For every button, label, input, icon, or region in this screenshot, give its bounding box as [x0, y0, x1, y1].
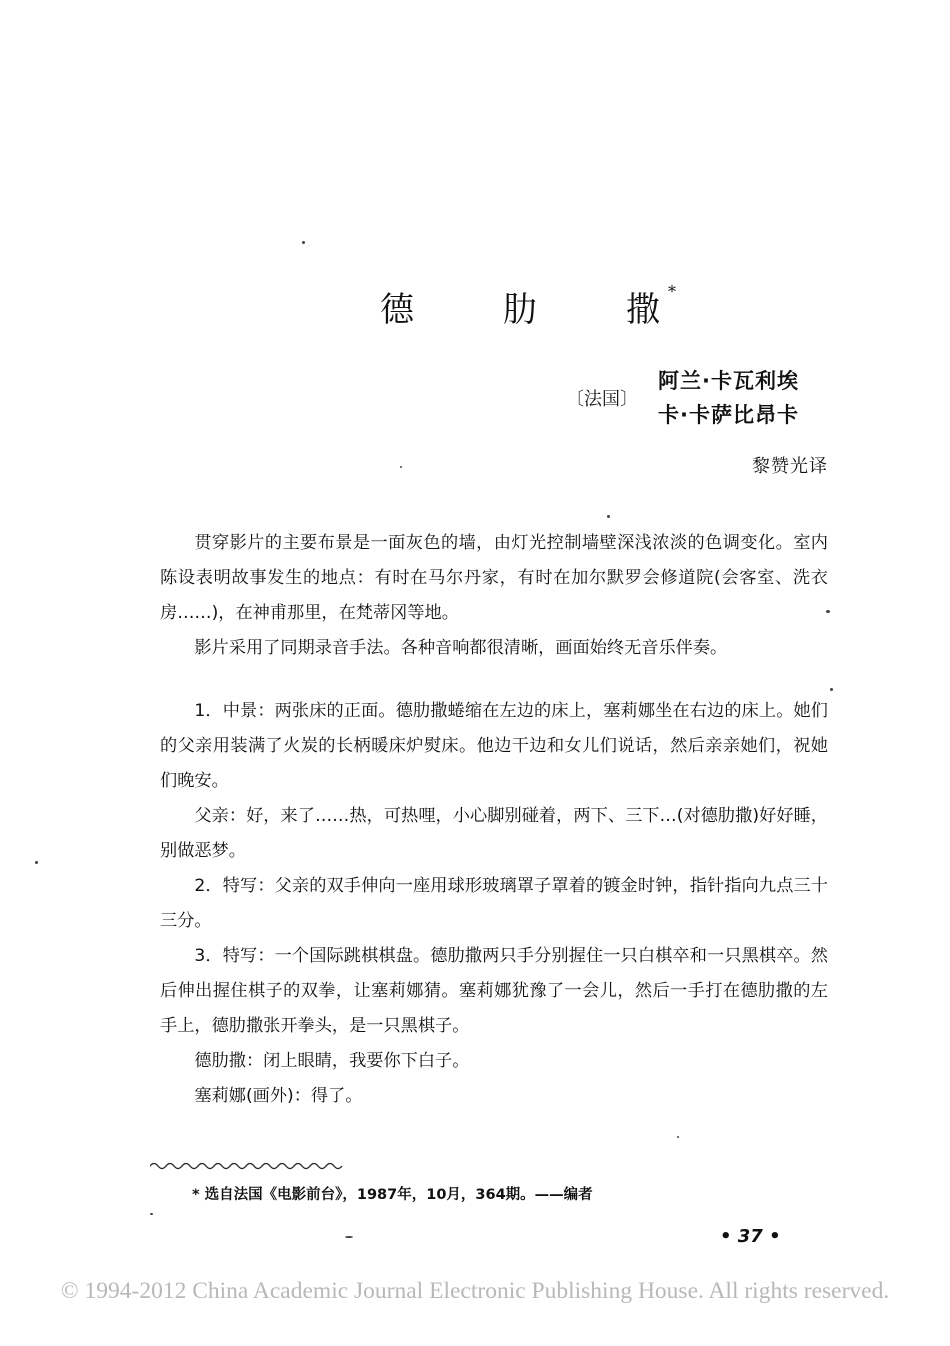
- paragraph-shot-2: 2．特写：父亲的双手伸向一座用球形玻璃罩子罩着的镀金时钟，指针指向九点三十三分。: [160, 876, 828, 931]
- title-char-2: 肋: [503, 290, 537, 330]
- scan-speck: [677, 1136, 679, 1138]
- scan-speck: [35, 861, 38, 864]
- footnote: * 选自法国《电影前台》，1987年，10月，364期。——编者: [192, 1187, 593, 1203]
- scan-speck: [400, 466, 402, 468]
- paragraph-father-line: 父亲：好，来了……热，可热哩，小心脚别碰着，两下、三下…(对德肋撒)好好睡，别做恶梦。: [160, 806, 828, 861]
- page-number: • 37 •: [720, 1226, 781, 1247]
- author-block: [566, 364, 799, 432]
- scan-speck: [150, 1213, 153, 1215]
- article-body: [160, 526, 828, 1114]
- scan-speck: [830, 688, 833, 691]
- scan-speck: [826, 610, 830, 613]
- scan-speck: [345, 1236, 353, 1238]
- paragraph-shot-1: 1．中景：两张床的正面。德肋撒蜷缩在左边的床上，塞莉娜坐在右边的床上。她们的父亲用装满了火炭的长柄暖床炉熨床。他边干边和女儿们说话，然后亲亲她们，祝她们晚安。: [160, 701, 828, 791]
- scan-speck: [607, 515, 610, 518]
- translator-credit: 黎赞光译: [752, 456, 828, 477]
- copyright-watermark: © 1994-2012 China Academic Journal Electronic Publishing House. All rights reserved.: [60, 1278, 890, 1304]
- paragraph-sound: 影片采用了同期录音手法。各种音响都很清晰，画面始终无音乐伴奏。: [194, 638, 728, 658]
- footnote-divider: [150, 1160, 346, 1172]
- title-char-1: 德: [380, 290, 414, 330]
- paragraph-shot-3: 3．特写：一个国际跳棋棋盘。德肋撒两只手分别握住一只白棋卒和一只黑棋卒。然后伸出握住棋子的双拳，让塞莉娜猜。塞莉娜犹豫了一会儿，然后一手打在德肋撒的左手上，德肋撒张开拳头，是一只黑棋子。: [160, 946, 828, 1036]
- paragraph-setting: 贯穿影片的主要布景是一面灰色的墙，由灯光控制墙壁深浅浓淡的色调变化。室内陈设表明故事发生的地点：有时在马尔丹家，有时在加尔默罗会修道院(会客室、洗衣房……)，在神甫那里，在梵蒂冈等地。: [160, 533, 828, 623]
- title-footnote-mark: *: [668, 282, 676, 301]
- paragraph-celine-line: 塞莉娜(画外)：得了。: [194, 1086, 363, 1106]
- title-char-3: 撒: [626, 290, 660, 330]
- author-name-2: 卡·卡萨比昂卡: [658, 403, 799, 427]
- author-names: [658, 364, 799, 432]
- author-name-1: 阿兰·卡瓦利埃: [658, 369, 799, 393]
- article-title: [380, 282, 676, 331]
- author-country: 〔法国〕: [566, 389, 638, 410]
- scan-speck: [302, 241, 305, 244]
- paragraph-therese-line: 德肋撒：闭上眼睛，我要你下白子。: [194, 1051, 470, 1071]
